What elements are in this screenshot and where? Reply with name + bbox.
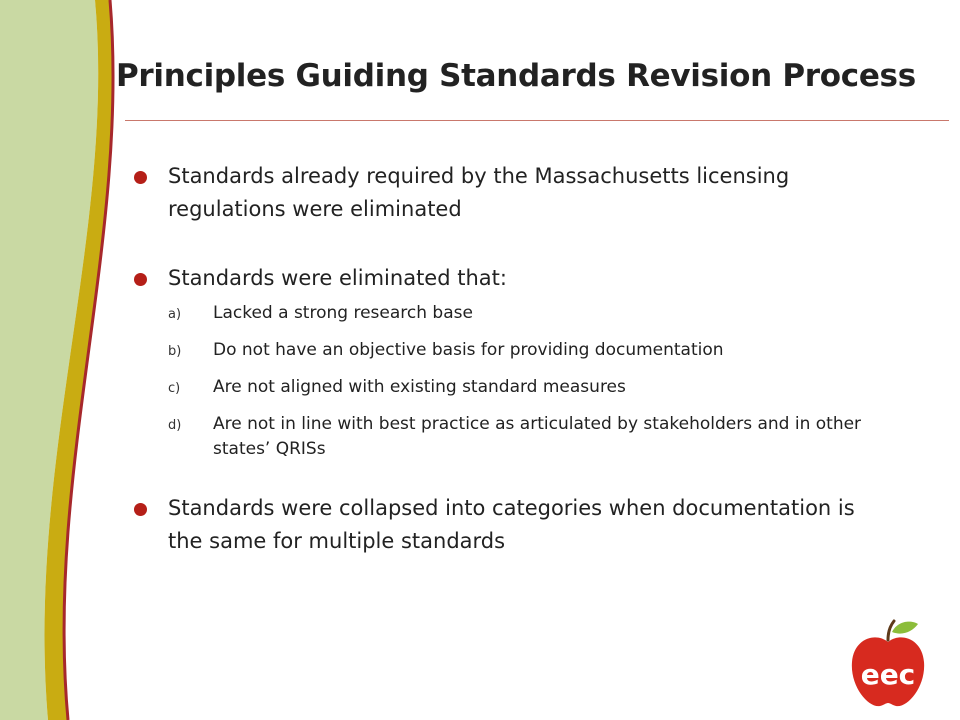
logo-text: eec — [860, 658, 916, 691]
sub-item-marker: c) — [168, 381, 181, 396]
slide-title: Principles Guiding Standards Revision Process — [116, 58, 916, 94]
sub-item-marker: b) — [168, 344, 182, 359]
sub-item — [168, 412, 894, 462]
sub-item-text: Lacked a strong research base — [213, 303, 473, 323]
bullet-dot-icon — [134, 503, 147, 516]
sub-item — [168, 301, 894, 326]
bullet-item — [134, 492, 894, 558]
bullet-item — [134, 262, 894, 462]
bullet-dot-icon — [134, 171, 147, 184]
bullet-item — [134, 160, 894, 226]
decorative-side-band — [0, 0, 140, 720]
sub-item-marker: a) — [168, 307, 182, 322]
bullet-dot-icon — [134, 273, 147, 286]
title-divider — [125, 120, 949, 121]
bullet-list — [134, 160, 894, 558]
sub-item-text: Are not aligned with existing standard measures — [213, 377, 626, 397]
sub-item — [168, 338, 894, 363]
sub-item-text: Do not have an objective basis for providing documentation — [213, 340, 724, 360]
sub-item — [168, 375, 894, 400]
apple-logo-icon — [848, 618, 928, 710]
bullet-text: Standards were collapsed into categories when documentation is the same for multiple standards — [168, 496, 855, 553]
sub-item-marker: d) — [168, 418, 182, 433]
bullet-text: Standards already required by the Massachusetts licensing regulations were eliminated — [168, 164, 790, 221]
bullet-text: Standards were eliminated that: — [168, 266, 507, 290]
logo-leaf — [892, 622, 918, 634]
sub-list — [168, 301, 894, 462]
sub-item-text: Are not in line with best practice as articulated by stakeholders and in other states’ QRISs — [213, 414, 862, 459]
